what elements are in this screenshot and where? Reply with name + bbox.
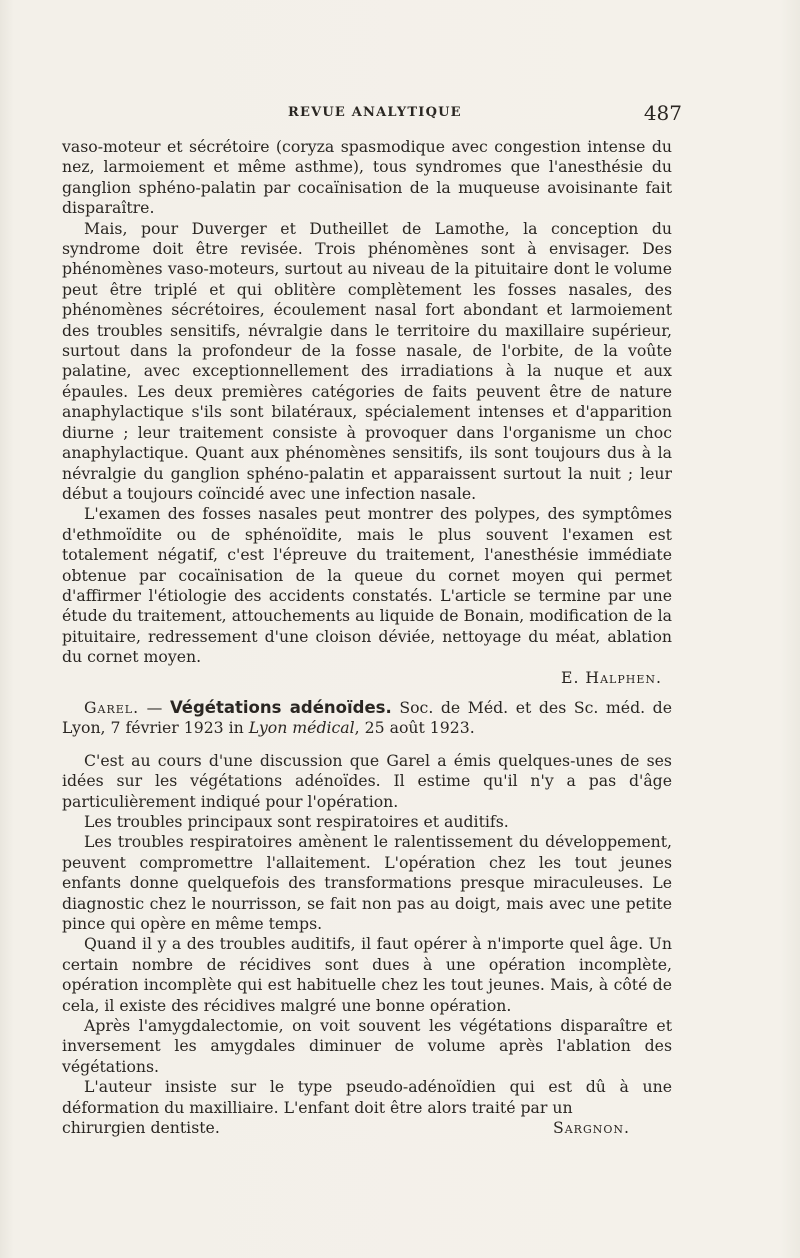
spacer (62, 688, 672, 698)
article1-paragraph-1: vaso-moteur et sécrétoire (coryza spasmodique avec congestion intense du nez, larmoiement et même asthme), tous syndromes que l'anesthésie du ganglion sphéno-palatin par cocaïnisation de la muqueuse avoisinante fait disparaître. (62, 137, 672, 218)
article2-paragraph-6: L'auteur insiste sur le type pseudo-adénoïdien qui est dû à une déformation du maxilliaire. L'enfant doit être alors traité par un (62, 1077, 672, 1117)
article2-title: Végétations adénoïdes. (169, 697, 392, 717)
article2-paragraph-3: Les troubles respiratoires amènent le ralentissement du développement, peuvent compromettre l'allaitement. L'opération chez les tout jeunes enfants donne quelquefois des transformations presque miraculeuses. Le diagnostic chez le nourrisson, se fait non pas au doigt, mais avec une petite pince qui opère en même temps. (62, 832, 672, 934)
article1-paragraph-2: Mais, pour Duverger et Dutheillet de Lamothe, la conception du syndrome doit être revisée. Trois phénomènes sont à envisager. Des phénomènes vaso-moteurs, surtout au niveau de la pituitaire dont le volume peut être triplé et qui oblitère complètement les fosses nasales, des phénomènes sécrétoires, écoulement nasal fort abondant et larmoiement des troubles sensitifs, névralgie dans le territoire du maxillaire supérieur, surtout dans la profondeur de la fosse nasale, de l'orbite, de la voûte palatine, avec exceptionnellement des irradiations à la nuque et aux épaules. Les deux premières catégories de faits peuvent être de nature anaphylactique s'ils sont bilatéraux, spécialement intenses et d'apparition diurne ; leur traitement consiste à provoquer dans l'organisme un choc anaphylactique. Quant aux phénomènes sensitifs, ils sont toujours dus à la névralgie du ganglion sphéno-palatin et apparaissent surtout la nuit ; leur début a toujours coïncidé avec une infection nasale. (62, 218, 672, 503)
article2-last-line (62, 1118, 672, 1138)
article2-heading (62, 698, 672, 739)
article2-paragraph-2: Les troubles principaux sont respiratoires et auditifs. (84, 812, 509, 831)
article2-paragraph-4: Quand il y a des troubles auditifs, il faut opérer à n'importe quel âge. Un certain nombre de récidives sont dues à une opération incomplète, opération incomplète qui est habituelle chez les tout jeunes. Mais, à côté de cela, il existe des récidives malgré une bonne opération. (62, 934, 672, 1015)
article2-author: Garel. (84, 697, 140, 717)
article2-paragraph-6-end: chirurgien dentiste. (62, 1118, 220, 1138)
running-head: REVUE ANALYTIQUE (288, 105, 462, 120)
article2-paragraph-5: Après l'amygdalectomie, on voit souvent les végétations disparaître et inversement les amygdales diminuer de volume après l'ablation des végétations. (62, 1016, 672, 1076)
article1-paragraph-3: L'examen des fosses nasales peut montrer des polypes, des symptômes d'ethmoïdite ou de sphénoïdite, mais le plus souvent l'examen est totalement négatif, c'est l'épreuve du traitement, l'anesthésie immédiate obtenue par cocaïnisation de la queue du cornet moyen qui permet d'affirmer l'étiologie des accidents constatés. L'article se termine par une étude du traitement, attouchements au liquide de Bonain, modification de la pituitaire, redressement d'une cloison déviée, nettoyage du méat, ablation du cornet moyen. (62, 504, 672, 667)
article2-journal: Lyon médical (248, 718, 355, 738)
spacer (62, 739, 672, 751)
article2-paragraph-1: C'est au cours d'une discussion que Garel a émis quelques-unes de ses idées sur les végétations adénoïdes. Il estime qu'il n'y a pas d'âge particulièrement indiqué pour l'opération. (62, 750, 672, 811)
article1-signature: E. Halphen. (561, 667, 662, 687)
article2-reference: Soc. de Méd. et des Sc. méd. de Lyon, 7 février 1923 in (62, 697, 672, 738)
page-body (62, 137, 672, 1139)
page-header (62, 101, 682, 125)
page-number: 487 (643, 101, 682, 125)
article2-signature: Sargnon. (552, 1118, 630, 1138)
article2-reference-end: , 25 août 1923. (354, 718, 475, 738)
article2-dash: — (139, 697, 170, 717)
